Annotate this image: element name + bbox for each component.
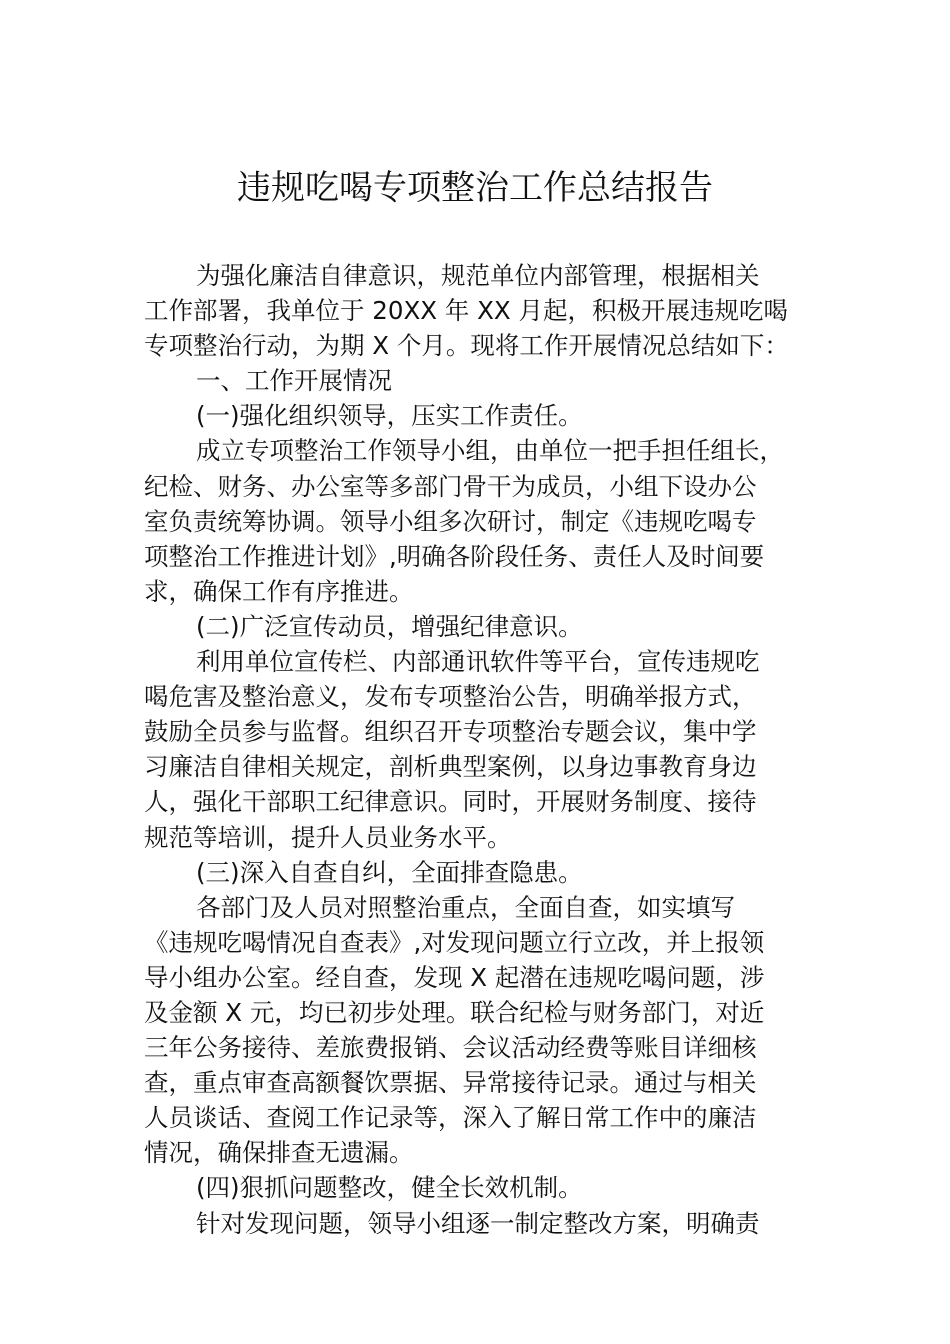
body-line: 求，确保工作有序推进。 [144,576,414,606]
body-line: 习廉洁自律相关规定，剖析典型案例，以身边事教育身边 [144,752,757,782]
body-line: 查，重点审查高额餐饮票据、异常接待记录。通过与相关 [144,1068,757,1098]
body-line: (三)深入自查自纠，全面排查隐患。 [196,857,583,887]
body-line: 各部门及人员对照整治重点，全面自查，如实填写 [196,892,735,922]
body-line: 《违规吃喝情况自查表》,对发现问题立行立改，并上报领 [144,927,765,957]
body-line: (二)广泛宣传动员，增强纪律意识。 [196,611,583,641]
body-line: 导小组办公室。经自查，发现 X 起潜在违规吃喝问题，涉 [144,962,765,992]
body-line: (一)强化组织领导，压实工作责任。 [196,401,583,431]
document-title: 违规吃喝专项整治工作总结报告 [237,168,713,208]
body-line: 人，强化干部职工纪律意识。同时，开展财务制度、接待 [144,787,757,817]
body-line: 专项整治行动，为期 X 个月。现将工作开展情况总结如下： [144,331,789,361]
body-line: 项整治工作推进计划》,明确各阶段任务、责任人及时间要 [144,541,765,571]
body-line: 利用单位宣传栏、内部通讯软件等平台，宣传违规吃 [196,647,760,677]
body-line: 鼓励全员参与监督。组织召开专项整治专题会议，集中学 [144,717,757,747]
body-line: 纪检、财务、办公室等多部门骨干为成员，小组下设办公 [144,471,757,501]
body-line: 工作部署，我单位于 20XX 年 XX 月起，积极开展违规吃喝 [144,296,788,326]
body-line: 情况，确保排查无遗漏。 [144,1138,414,1168]
body-line: 人员谈话、查阅工作记录等，深入了解日常工作中的廉洁 [144,1103,757,1133]
body-line: 三年公务接待、差旅费报销、会议活动经费等账目详细核 [144,1033,757,1063]
body-line: 为强化廉洁自律意识，规范单位内部管理，根据相关 [196,261,760,290]
body-line: (四)狠抓问题整改，健全长效机制。 [196,1173,583,1203]
body-line: 一、工作开展情况 [196,366,392,396]
body-line: 成立专项整治工作领导小组，由单位一把手担任组长， [196,436,784,466]
body-line: 室负责统筹协调。领导小组多次研讨，制定《违规吃喝专 [144,506,757,536]
body-line: 及金额 X 元，均已初步处理。联合纪检与财务部门，对近 [144,997,765,1027]
body-line: 喝危害及整治意义，发布专项整治公告，明确举报方式， [144,682,757,712]
body-line: 针对发现问题，领导小组逐一制定整改方案，明确责 [196,1208,760,1238]
body-line: 规范等培训，提升人员业务水平。 [144,822,512,852]
document-body [144,258,816,1241]
